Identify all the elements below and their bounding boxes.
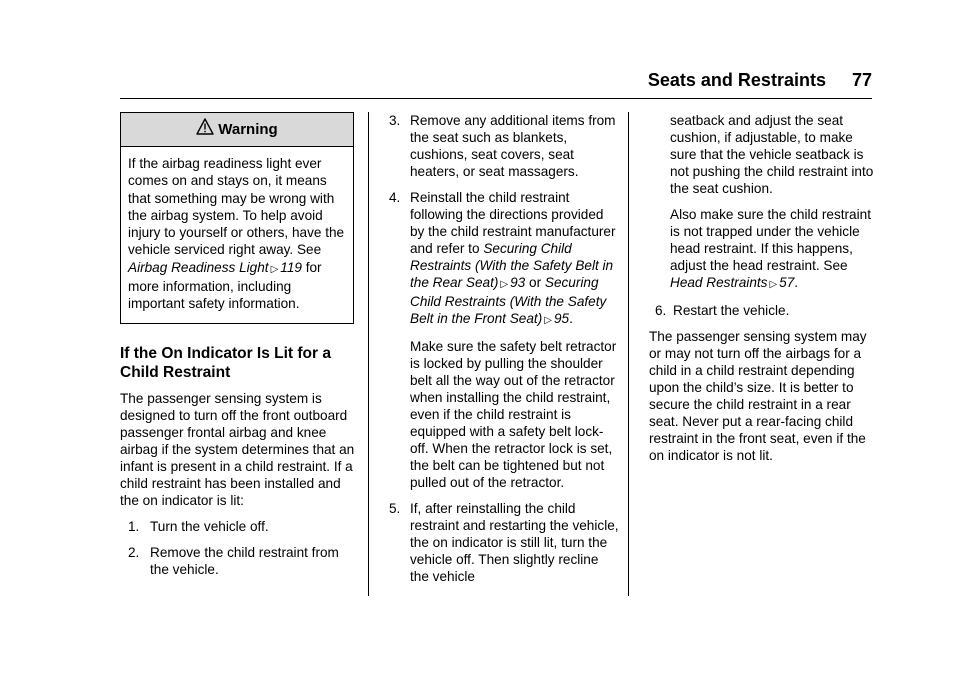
- column-3: [649, 112, 877, 473]
- ref-link[interactable]: Head Restraints: [670, 275, 768, 290]
- page-ref-arrow-icon: ▷: [270, 263, 279, 275]
- list-item: [389, 500, 619, 585]
- list-item: [389, 189, 619, 329]
- step-continued: seatback and adjust the seat cushion, if adjustable, to make sure that the vehicle seatback is not pushing the child restraint into the seat cushion.: [670, 113, 874, 196]
- page-header: [648, 70, 872, 91]
- ref-page[interactable]: 57: [779, 275, 795, 290]
- step-note-text: Also make sure the child restraint is not trapped under the vehicle head restraint. If this happens, adjust the head restraint. See: [670, 207, 871, 273]
- list-item: [120, 544, 356, 578]
- warning-triangle-icon: [196, 114, 214, 147]
- closing-paragraph: The passenger sensing system may or may not turn off the airbags for a child in a child restraint depending upon the child’s size. It is better to secure the child restraint in a rear seat. Never put a rear-facing child restraint in the front seat, even if the on indicator is not lit.: [649, 329, 867, 463]
- step-note: [649, 206, 877, 293]
- page-ref-arrow-icon: ▷: [500, 279, 509, 290]
- list-item-text: Restart the vehicle.: [673, 303, 790, 318]
- column-divider-2: [628, 112, 629, 596]
- list-item-number: 5.: [389, 501, 401, 516]
- ref-page[interactable]: 95: [553, 311, 570, 326]
- warning-ref-page[interactable]: 119: [280, 259, 302, 275]
- warning-text-a: If the airbag readiness light ever comes on and stays on, it means that something may be wrong with the airbag system. To help avoid injury to yourself or others, have the vehicle serviced right away. See: [128, 156, 345, 258]
- column-2: [389, 112, 619, 594]
- page-ref-arrow-icon: ▷: [769, 279, 778, 290]
- list-item-text: .: [569, 311, 573, 326]
- warning-body: [121, 147, 353, 323]
- page-ref-arrow-icon: ▷: [544, 315, 552, 326]
- section-intro: The passenger sensing system is designed to turn off the front outboard passenger frontal airbag and knee airbag if the system determines that an infant is present in a child restraint. If a child restraint has been installed and the on indicator is lit:: [120, 390, 355, 508]
- step-note-end: .: [794, 275, 799, 290]
- list-item: [389, 112, 619, 180]
- section-title: Seats and Restraints: [647, 70, 826, 90]
- list-item-text: Remove any additional items from the seat such as blankets, cushions, seat covers, seat heaters, or seat massagers.: [410, 113, 616, 179]
- list-item-number: 3.: [389, 113, 401, 128]
- list-item-text: or: [525, 275, 545, 290]
- section-heading: If the On Indicator Is Lit for a Child Restraint: [120, 344, 331, 381]
- list-item-text: If, after reinstalling the child restraint and restarting the vehicle, the on indicator is still lit, turn the vehicle off. Then slightly recline the vehicle: [410, 501, 619, 584]
- list-item-number: 2.: [128, 544, 140, 560]
- page-number: 77: [851, 70, 872, 90]
- column-divider-1: [368, 112, 369, 596]
- list-item-text: Turn the vehicle off.: [150, 518, 269, 534]
- ref-link[interactable]: Securing Child Restraints (With the Safety Belt in the Rear Seat): [410, 241, 614, 290]
- column-1: [120, 112, 356, 587]
- list-item-text: Reinstall the child restraint following the directions provided by the child restraint manufacturer and refer to: [410, 190, 616, 256]
- list-item: [120, 518, 356, 535]
- list-item-text: Remove the child restraint from the vehicle.: [150, 544, 339, 577]
- step-note: Make sure the safety belt retractor is locked by pulling the shoulder belt all the way out of the retractor when installing the child restraint, even if the child restraint is equipped with a safety belt lock-off. When the retractor lock is set, the belt can be tightened but not pulled out of the retractor.: [410, 339, 617, 490]
- warning-title: Warning: [218, 121, 278, 138]
- list-item-number: 6.: [655, 303, 667, 318]
- header-rule: [120, 98, 872, 99]
- warning-header: [121, 113, 353, 147]
- warning-text-b: for more information, including important safety information.: [128, 259, 322, 312]
- ref-link[interactable]: Securing Child Restraints (With the Safety Belt in the Front Seat): [410, 275, 607, 326]
- list-item-number: 4.: [389, 190, 401, 205]
- ref-page[interactable]: 93: [510, 275, 526, 290]
- warning-box: [120, 112, 354, 324]
- warning-ref-link[interactable]: Airbag Readiness Light: [128, 259, 269, 275]
- list-item-number: 1.: [128, 518, 140, 534]
- list-item: [649, 302, 877, 319]
